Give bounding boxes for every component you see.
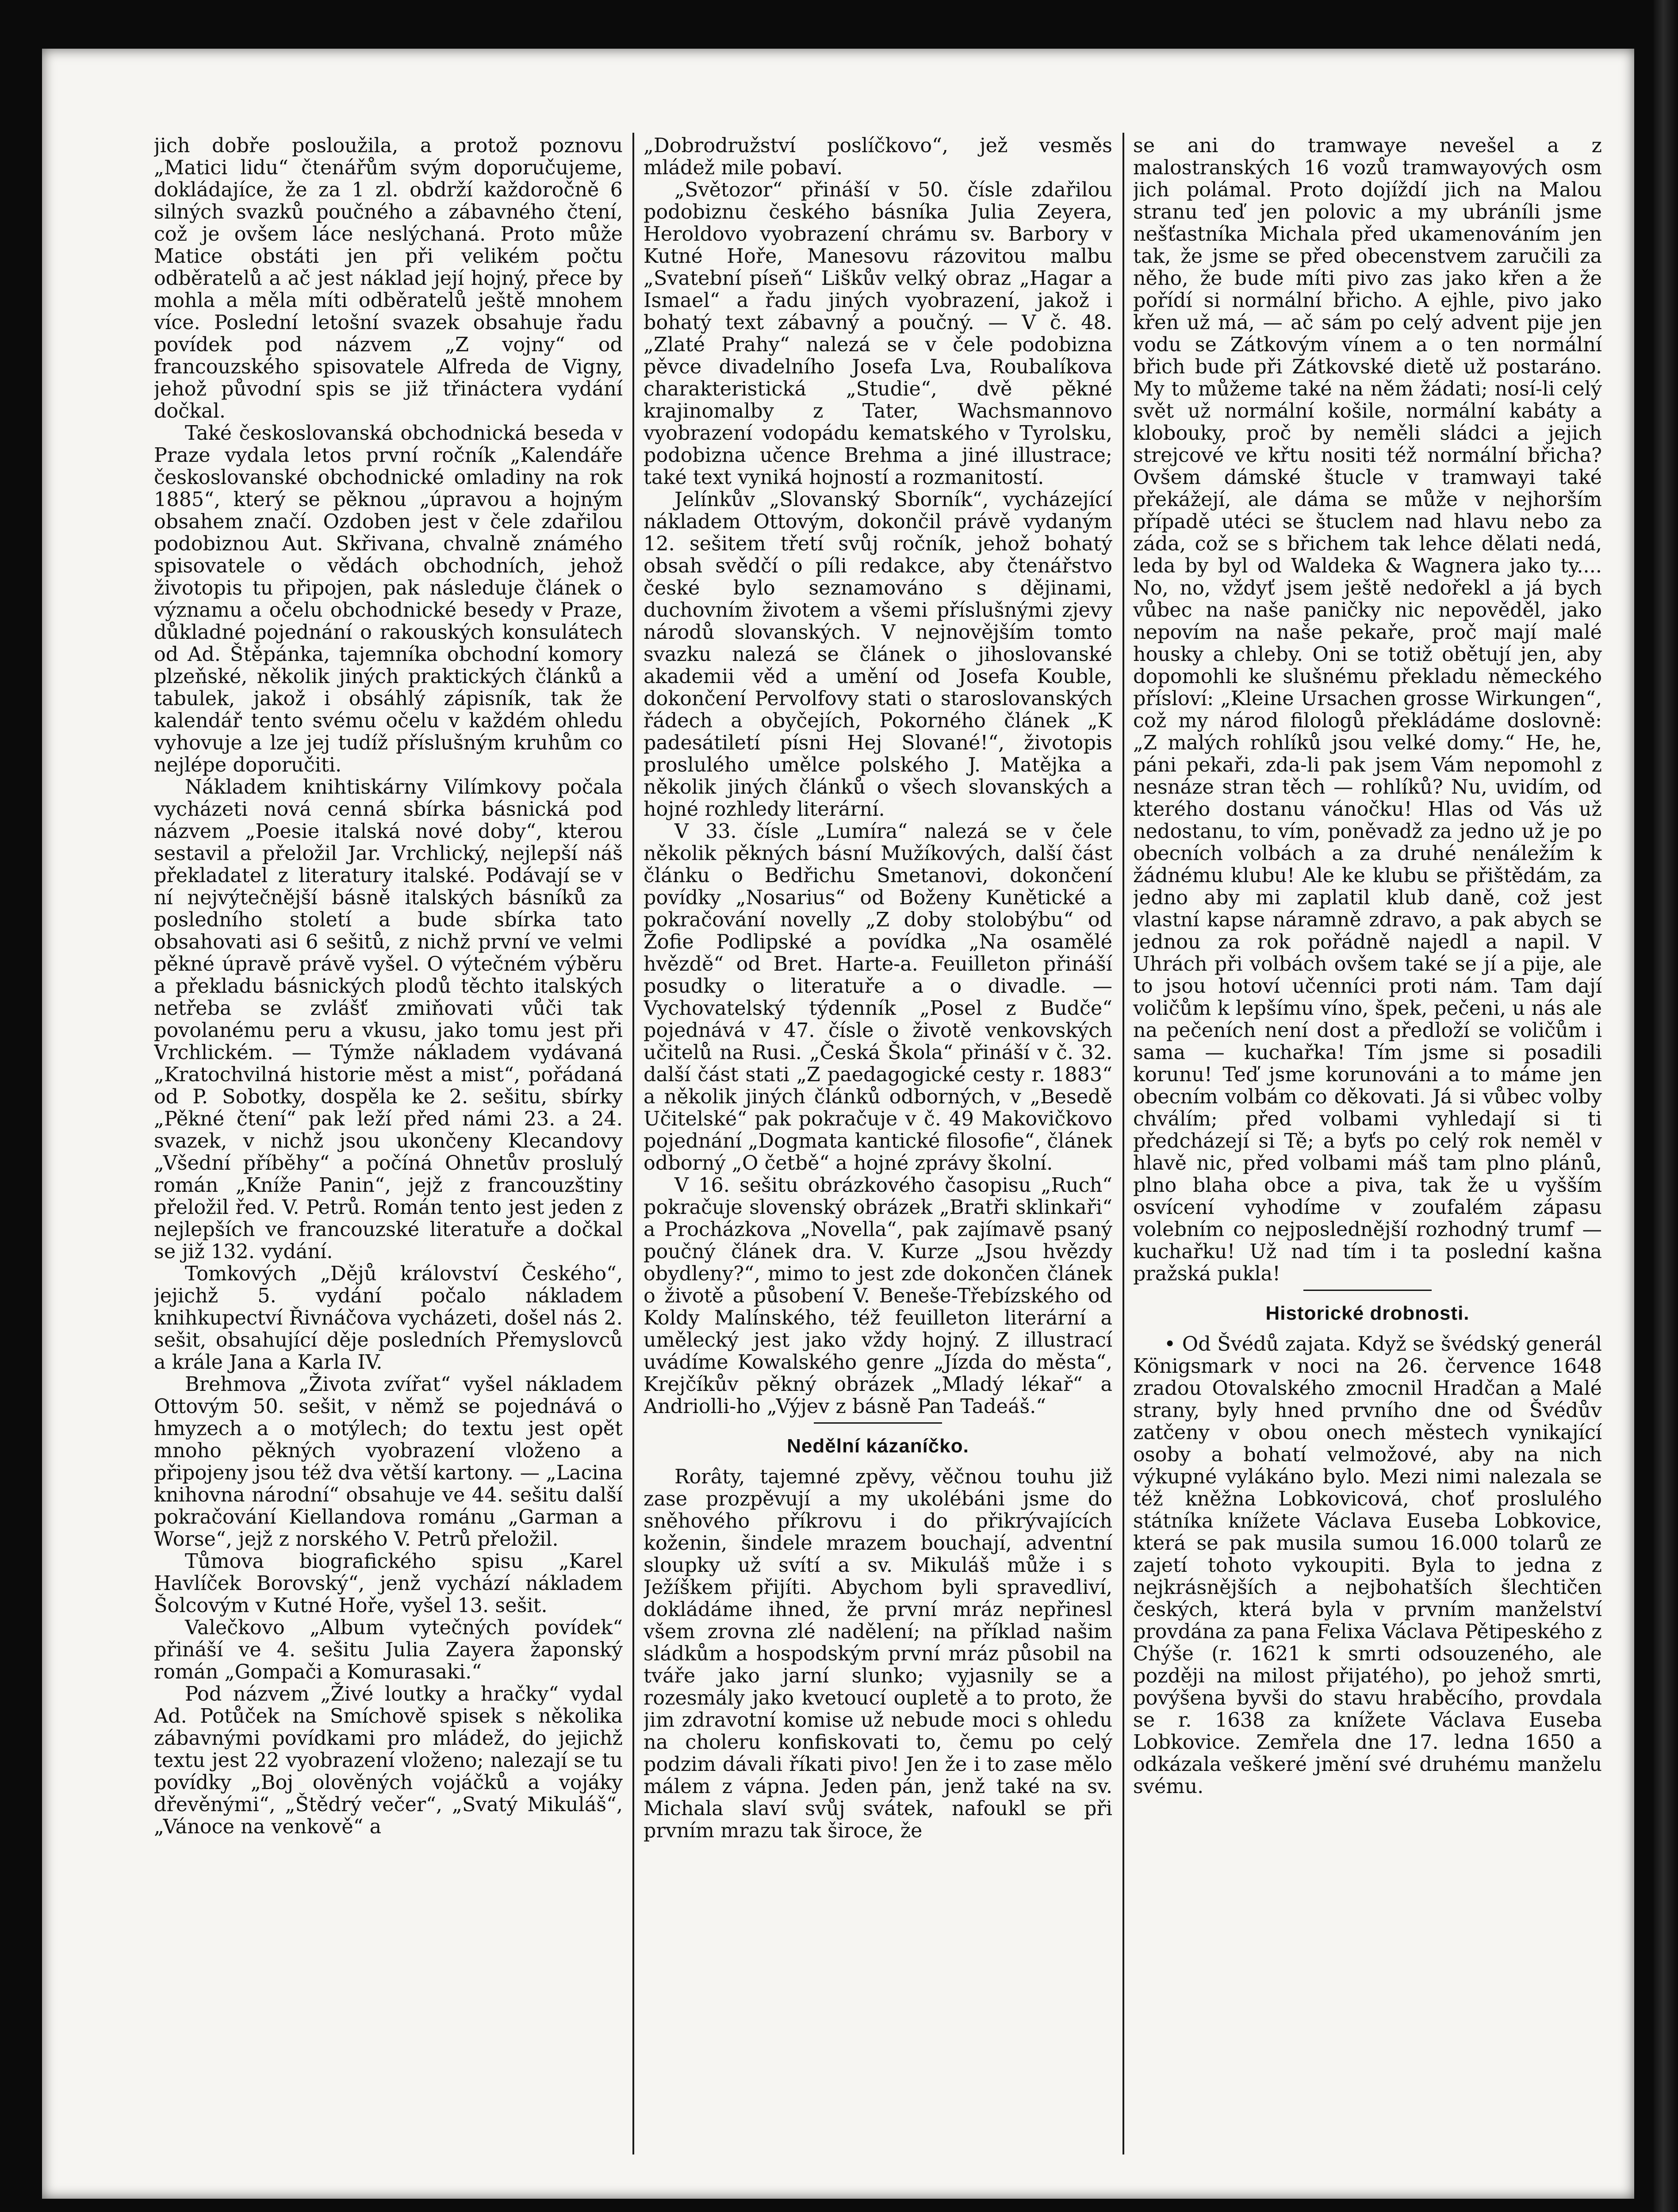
article-paragraph: Tomkových „Dějů království Českého“, jejichž 5. vydání počalo nákladem knihkupectví Řivnáčova vycházeti, došel nás 2. sešit, obsahující děje posledních Přemyslovců a krále Jana a Karla IV. <box>154 1263 623 1374</box>
column-3 <box>1133 135 1602 2161</box>
section-rule <box>814 1422 942 1424</box>
article-paragraph: Brehmova „Života zvířat“ vyšel nákladem Ottovým 50. sešit, v němž se pojednává o hmyzech a o motýlech; do textu jest opět mnoho pěkných vyobrazení vloženo a připojeny jsou též dva větší kartony. — „Lacina knihovna národní“ obsahuje ve 44. sešitu další pokračování Kiellandova románu „Garman a Worse“, jejž z norského V. Petrů přeložil. <box>154 1373 623 1551</box>
column-divider <box>632 133 634 2154</box>
article-paragraph: „Dobrodružství poslíčkovo“, jež vesměs mládež mile pobaví. <box>644 135 1112 179</box>
section-rule <box>1303 1290 1432 1291</box>
article-paragraph: • Od Švédů zajata. Když se švédský generál Königsmark v noci na 26. července 1648 zradou Otovalského zmocnil Hradčan a Malé strany, byly hned prvního dne od Švédův zatčeny v obou onech městech vynikající osoby a bohatí velmožové, aby na nich výkupné vylákáno bylo. Mezi nimi nalezala se též kněžna Lobkovicová, choť proslulého státníka knížete Václava Euseba Lobkovice, která se pak musila sumou 16.000 tolarů ze zajetí tohoto vykoupiti. Byla to jedna z nejkrásnějších a nejbohatších šlechtičen českých, která byla v prvním manželství provdána za pana Felixa Václava Pětipeského z Chýše (r. 1621 k smrti odsouzeného, ale později na milost přijatého), po jehož smrti, povýšena byvši do stavu hraběcího, provdala se r. 1638 za knížete Václava Euseba Lobkovice. Zemřela dne 17. ledna 1650 a odkázala veškeré jmění své druhému manželu svému. <box>1133 1333 1602 1798</box>
column-divider <box>1122 133 1124 2154</box>
article-paragraph: Také českoslovanská obchodnická beseda v Praze vydala letos první ročník „Kalendáře českoslovanské obchodnické omladiny na rok 1885“, který se pěknou „úpravou a hojným obsahem značí. Ozdoben jest v čele zdařilou podobiznou Aut. Skřivana, chvalně známého spisovatele o vědách obchodních, jehož životopis tu připojen, pak následuje článek o významu a očelu obchodnické besedy v Praze, důkladné pojednání o rakouských konsulátech od Ad. Štěpánka, tajemníka obchodní komory plzeňské, několik jiných praktických článků a tabulek, jakož i obsáhlý zápisník, tak že kalendář tento svému očelu v každém ohledu vyhovuje a lze jej tudíž příslušným kruhům co nejlépe doporučiti. <box>154 422 623 776</box>
column-2 <box>644 135 1112 2161</box>
article-paragraph: V 33. čísle „Lumíra“ nalezá se v čele několik pěkných básní Mužíkových, další část článku o Bedřichu Smetanovi, dokončení povídky „Nosarius“ od Boženy Kunětické a pokračování novelly „Z doby stolobýbu“ od Žofie Podlipské a povídka „Na osamělé hvězdě“ od Bret. Harte-a. Feuilleton přináší posudky o literatuře a o divadle. — Vychovatelský týdenník „Posel z Budče“ pojednává v 47. čísle o životě venkovských učitelů na Rusi. „Česká Škola“ přináší v č. 32. další část stati „Z paedagogické cesty r. 1883“ a několik jiných článků odborných, v „Besedě Učitelské“ pak pokračuje v č. 49 Makovičkovo pojednání „Dogmata kantické filosofie“, článek odborný „O četbě“ a hojné zprávy školní. <box>644 820 1112 1175</box>
article-paragraph: Nákladem knihtiskárny Vilímkovy počala vycházeti nová cenná sbírka básnická pod názvem „Poesie italská nové doby“, kterou sestavil a přeložil Jar. Vrchlický, nejlepší náš překladatel z literatury italské. Podávají se v ní nejvýtečnější básně italských básníků za posledního století a bude sbírka tato obsahovati asi 6 sešitů, z nichž první ve velmi pěkné úpravě právě vyšel. O výtečném výběru a překladu básnických plodů těchto italských netřeba se zvlášť zmiňovati vůči tak povolanému peru a vkusu, jako tomu jest při Vrchlickém. — Týmže nákladem vydávaná „Kratochvilná historie měst a mist“, pořádaná od P. Sobotky, dospěla ke 2. sešitu, sbírky „Pěkné čtení“ pak leží před námi 23. a 24. svazek, v nichž jsou ukončeny Klecandovy „Všední příběhy“ a počíná Ohnetův proslulý román „Kníže Panin“, jejž z francouzštiny přeložil řed. V. Petrů. Román tento jest jeden z nejlepších ve francouzské literatuře a dočkal se již 132. vydání. <box>154 776 623 1263</box>
article-paragraph: V 16. sešitu obrázkového časopisu „Ruch“ pokračuje slovenský obrázek „Bratři sklinkaři“ a Procházkova „Novella“, pak zajímavě psaný poučný článek dra. V. Kurze „Jsou hvězdy obydleny?“, mimo to jest zde dokončen článek o životě a působení V. Beneše-Třebízského od Koldy Malínského, též feuilleton literární a umělecký jest jako vždy hojný. Z illustrací uvádíme Kowalského genre „Jízda do města“, Krejčíkův pěkný obrázek „Mladý lékař“ a Andriolli-ho „Výjev z básně Pan Tadeáš.“ <box>644 1174 1112 1418</box>
scan-edge-strip <box>1654 0 1678 2212</box>
section-heading-sermon: Nedělní kázaníčko. <box>787 1435 969 1457</box>
article-paragraph: jich dobře posloužila, a protož poznovu „Matici lidu“ čtenářům svým doporučujeme, dokládajíce, že za 1 zl. obdrží každoročně 6 silných svazků poučného a zábavného čtení, což je ovšem láce neslýchaná. Proto může Matice obstáti jen při velikém počtu odběratelů a ač jest náklad její hojný, přece by mohla a měla míti odběratelů ještě mnohem více. Poslední letošní svazek obsahuje řadu povídek pod názvem „Z vojny“ od francouzského spisovatele Alfreda de Vigny, jehož původní spis se již třináctera vydání dočkal. <box>154 135 623 422</box>
article-paragraph: Rorâty, tajemné zpěvy, věčnou touhu již zase prozpěvují a my ukolébáni jsme do sněhového příkrovu i do přikrývajících koženin, šindele mrazem bouchají, adventní sloupky už svítí a sv. Mikuláš může i s Ježíškem přijíti. Abychom byli spravedliví, dokládáme ihned, že první mráz nepřinesl všem zrovna zlé nadělení; na příklad našim sládkům a hospodským první mráz působil na tváře jako jarní slunko; vyjasnily se a rozesmály jako kvetoucí oupletě a to proto, že jim zdravotní komise už nebude moci s ohledu na choleru konfiskovati to, čemu po celý podzim dávali říkati pivo! Jen že i to zase mělo málem z vápna. Jeden pán, jenž také na sv. Michala slaví svůj svátek, nafoukl se při prvním mrazu tak široce, že <box>644 1466 1112 1842</box>
article-paragraph: Valečkovo „Album vytečných povídek“ přináší ve 4. sešitu Julia Zayera žaponský román „Gompači a Komurasaki.“ <box>154 1617 623 1683</box>
article-paragraph: Tůmova biografického spisu „Karel Havlíček Borovský“, jenž vychází nákladem Šolcovým v Kutné Hoře, vyšel 13. sešit. <box>154 1550 623 1617</box>
article-paragraph: se ani do tramwaye nevešel a z malostranských 16 vozů tramwayových osm jich polámal. Proto dojíždí jich na Malou stranu teď jen polovic a my ubráníli jsme nešťastníka Michala před ukamenováním jen tak, že jsme se před obecenstvem zaručili za něho, že bude míti pivo zas jako křen a že pořídí si normální břicho. A ejhle, pivo jako křen už má, — ač sám po celý advent pije jen vodu se Zátkovým vínem a o ten normální břich bude při Zátkovské dietě už postaráno. My to můžeme také na něm žádati; nosí-li celý svět už normální košile, normální kabáty a klobouky, proč by neměli sládci a jejich strejcové ve křtu nositi též normální břicha? Ovšem dámské štucle v tramwayi také překážejí, ale dáma se může v nejhorším případě utéci se štuclem nad hlavu nebo za záda, což se s břichem tak lehce dělati nedá, leda by byl od Waldeka & Wagnera jako ty.... No, no, vždyť jsem ještě nedořekl a já bych vůbec na naše paničky nic nepověděl, jako nepovím na naše pekaře, proč mají malé housky a chleby. Oni se totiž obětují jen, aby dopomohli ke slušnému překladu německého přísloví: „Kleine Ursachen grosse Wirkungen“, což my národ filologů překládáme doslovně: „Z malých rohlíků jsou velké domy.“ He, he, páni pekaři, zda-li pak jsem Vám nepomohl z nesnáze stran těch — rohlíků? Nu, uvidím, od kterého dostanu vánočku! Hlas od Vás už nedostanu, to vím, poněvadž za jedno už je po obecních volbách a za druhé nenáležím k žádnému klubu! Ale ke klubu se přištědám, za jedno aby mi zaplatil klub daně, což jest vlastní kapse náramně zdravo, a pak abych se jednou za rok pořádně najedl a napil. V Uhrách při volbách ovšem také se jí a pije, ale to jsou hotoví učenníci proti nám. Tam dají voličům k lepšímu víno, špek, pečeni, u nás ale na pečeních není dost a předloží se voličům i sama — kuchařka! Tím jsme si posadili korunu! Teď jsme korunováni a to máme jen obecním volbám co děkovati. Já si vůbec volby chválím; před volbami vyhledají si ti předcházejí si Tě; a byťs po celý rok neměl v hlavě nic, před volbami máš tam plno plánů, plno blaha obce a piva, tak že u vyšším osvícení vyhodíme v zoufalém zápasu volebním co nejposlednější rozhodný trumf — kuchařku! Už nad tím i ta poslední kašna pražská pukla! <box>1133 135 1602 1285</box>
column-1 <box>154 135 623 2161</box>
section-heading-history: Historické drobnosti. <box>1265 1302 1470 1324</box>
article-paragraph: Pod názvem „Živé loutky a hračky“ vydal Ad. Potůček na Smíchově spisek s několika zábavnými povídkami pro mládež, do jejichž textu jest 22 vyobrazení vloženo; nalezají se tu povídky „Boj olověných vojáčků a vojáky dřevěnými“, „Štědrý večer“, „Svatý Mikuláš“, „Vánoce na venkově“ a <box>154 1683 623 1838</box>
article-paragraph: „Světozor“ přináší v 50. čísle zdařilou podobiznu českého básníka Julia Zeyera, Heroldovo vyobrazení chrámu sv. Barbory v Kutné Hoře, Manesovu rázovitou malbu „Svatební píseň“ Liškův velký obraz „Hagar a Ismael“ a řadu jiných vyobrazení, jakož i bohatý text zábavný a poučný. — V č. 48. „Zlaté Prahy“ nalezá se v čele podobizna pěvce divadelního Josefa Lva, Roubalíkova charakteristická „Studie“, dvě pěkné krajinomalby z Tater, Wachsmannovo vyobrazení vodopádu kematského v Tyrolsku, podobizna učence Brehma a jiné illustrace; také text vyniká hojností a rozmanitostí. <box>644 179 1112 489</box>
article-paragraph: Jelínkův „Slovanský Sborník“, vycházející nákladem Ottovým, dokončil právě vydaným 12. sešitem třetí svůj ročník, jehož bohatý obsah svědčí o píli redakce, aby čtenářstvo české bylo seznamováno s dějinami, duchovním životem a všemi příslušnými zjevy národů slovanských. V nejnovějším tomto svazku nalezá se článek o jihoslovanské akademii věd a umění od Josefa Kouble, dokončení Pervolfovy stati o staroslovanských řádech a obyčejích, Pokorného článek „K padesátiletí písni Hej Slované!“, životopis proslulého umělce polského J. Matějka a několik jiných článků o všech slovanských a hojné rozhledy literární. <box>644 488 1112 821</box>
